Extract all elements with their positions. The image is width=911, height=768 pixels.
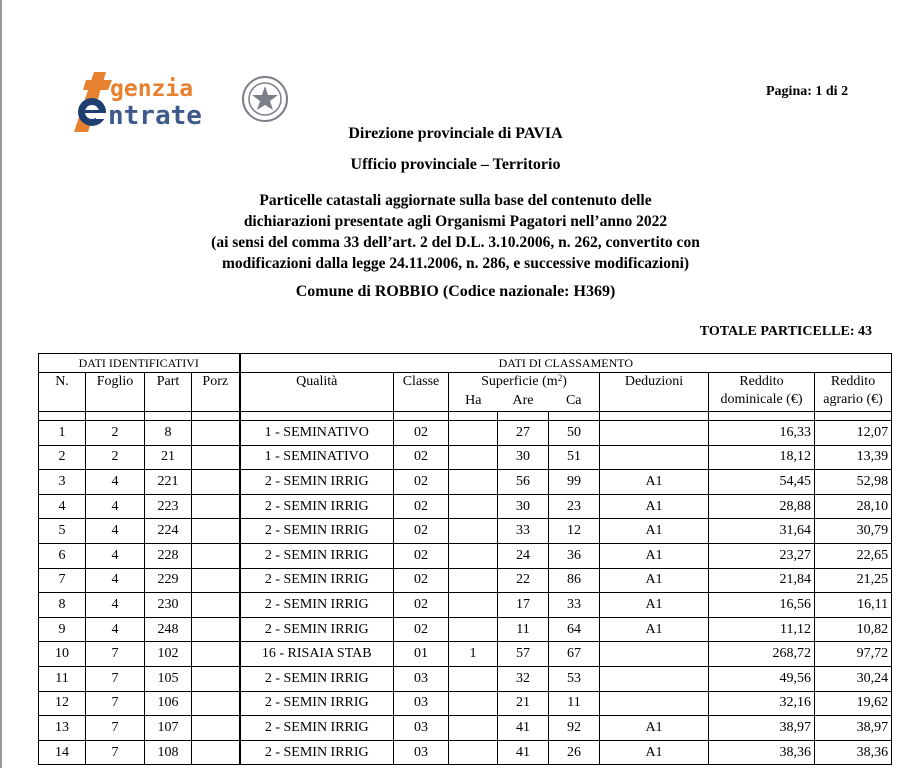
cell-are: 17: [498, 593, 549, 618]
cell-agr: 38,36: [815, 740, 892, 765]
cell-n: 5: [39, 519, 86, 544]
cell-part: 223: [145, 494, 192, 519]
cell-n: 11: [39, 666, 86, 691]
cell-dom: 32,16: [709, 691, 815, 716]
cell-classe: 02: [394, 568, 449, 593]
cell-are: 41: [498, 740, 549, 765]
cell-foglio: 4: [86, 543, 145, 568]
cell-qualita: 1 - SEMINATIVO: [240, 445, 394, 470]
cell-porz: [192, 543, 240, 568]
cell-deduzioni: A1: [600, 593, 709, 618]
cell-agr: 13,39: [815, 445, 892, 470]
cell-dom: 28,88: [709, 494, 815, 519]
cell-foglio: 2: [86, 445, 145, 470]
cell-ca: 23: [549, 494, 600, 519]
col-reddito-agrario: [815, 373, 892, 412]
cell-n: 3: [39, 470, 86, 495]
cell-dom: 21,84: [709, 568, 815, 593]
cell-classe: 03: [394, 740, 449, 765]
table-row: [39, 421, 892, 446]
cell-are: 33: [498, 519, 549, 544]
col-n: N.: [39, 373, 86, 412]
cell-qualita: 2 - SEMIN IRRIG: [240, 716, 394, 741]
cell-agr: 12,07: [815, 421, 892, 446]
col-superficie-exp: 2: [557, 373, 563, 383]
cell-ca: 67: [549, 642, 600, 667]
cell-part: 8: [145, 421, 192, 446]
cell-dom: 18,12: [709, 445, 815, 470]
cell-agr: 30,24: [815, 666, 892, 691]
cell-foglio: 7: [86, 716, 145, 741]
cell-dom: 11,12: [709, 617, 815, 642]
cell-deduzioni: [600, 421, 709, 446]
table-row: [39, 445, 892, 470]
col-ca: Ca: [549, 393, 600, 412]
cell-dom: 49,56: [709, 666, 815, 691]
cell-porz: [192, 740, 240, 765]
table-row: [39, 740, 892, 765]
cell-deduzioni: A1: [600, 470, 709, 495]
cell-qualita: 2 - SEMIN IRRIG: [240, 494, 394, 519]
cell-part: 228: [145, 543, 192, 568]
cell-classe: 03: [394, 666, 449, 691]
section-identificativi: DATI IDENTIFICATIVI: [39, 354, 240, 373]
italian-republic-emblem-icon: [243, 77, 287, 121]
table-row: [39, 543, 892, 568]
description-line: dichiarazioni presentate agli Organismi Pagatori nell’anno 2022: [243, 213, 668, 230]
table-row: [39, 593, 892, 618]
cell-agr: 38,97: [815, 716, 892, 741]
cell-porz: [192, 666, 240, 691]
cell-qualita: 2 - SEMIN IRRIG: [240, 568, 394, 593]
cell-qualita: 2 - SEMIN IRRIG: [240, 666, 394, 691]
cell-are: 22: [498, 568, 549, 593]
cell-are: 27: [498, 421, 549, 446]
cell-classe: 02: [394, 519, 449, 544]
cell-porz: [192, 421, 240, 446]
cell-dom: 23,27: [709, 543, 815, 568]
cell-classe: 02: [394, 470, 449, 495]
cell-porz: [192, 691, 240, 716]
cell-qualita: 2 - SEMIN IRRIG: [240, 519, 394, 544]
cell-foglio: 4: [86, 470, 145, 495]
cell-foglio: 4: [86, 519, 145, 544]
document-description: [0, 190, 911, 274]
cell-classe: 02: [394, 445, 449, 470]
office-title: Direzione provinciale di PAVIA: [348, 125, 563, 142]
col-reddito-dominicale-line2: dominicale (€): [720, 392, 803, 407]
cell-part: 224: [145, 519, 192, 544]
cell-foglio: 7: [86, 740, 145, 765]
cell-dom: 16,56: [709, 593, 815, 618]
cell-qualita: 16 - RISAIA STAB: [240, 642, 394, 667]
cell-dom: 16,33: [709, 421, 815, 446]
cell-part: 21: [145, 445, 192, 470]
logo-text-line1: genzia: [110, 76, 194, 102]
cell-classe: 03: [394, 716, 449, 741]
cell-ha: [449, 740, 498, 765]
description-line: (ai sensi del comma 33 dell’art. 2 del D.L. 3.10.2006, n. 262, convertito con: [211, 234, 700, 251]
table-row: [39, 568, 892, 593]
table-row: [39, 617, 892, 642]
cell-dom: 31,64: [709, 519, 815, 544]
cell-deduzioni: [600, 642, 709, 667]
cell-classe: 02: [394, 617, 449, 642]
col-porz: Porz: [192, 373, 240, 412]
cell-ha: [449, 568, 498, 593]
cell-are: 56: [498, 470, 549, 495]
table-row: [39, 470, 892, 495]
cell-foglio: 4: [86, 568, 145, 593]
cell-deduzioni: A1: [600, 519, 709, 544]
cell-qualita: 2 - SEMIN IRRIG: [240, 617, 394, 642]
cell-ca: 99: [549, 470, 600, 495]
cell-part: 105: [145, 666, 192, 691]
col-classe: Classe: [394, 373, 449, 412]
cell-ca: 51: [549, 445, 600, 470]
page-number: Pagina: 1 di 2: [766, 84, 849, 99]
cell-are: 32: [498, 666, 549, 691]
cell-classe: 02: [394, 494, 449, 519]
cell-agr: 21,25: [815, 568, 892, 593]
cell-foglio: 7: [86, 642, 145, 667]
cell-agr: 52,98: [815, 470, 892, 495]
cell-ha: [449, 494, 498, 519]
cell-are: 21: [498, 691, 549, 716]
col-superficie: [449, 373, 600, 394]
cell-porz: [192, 470, 240, 495]
totale-particelle: TOTALE PARTICELLE: 43: [699, 324, 872, 339]
col-superficie-close: ): [562, 374, 567, 389]
cell-deduzioni: A1: [600, 543, 709, 568]
unit-title: Ufficio provinciale – Territorio: [350, 156, 561, 173]
cell-ha: [449, 593, 498, 618]
cell-porz: [192, 568, 240, 593]
col-reddito-agrario-line1: Reddito: [830, 374, 876, 389]
cell-foglio: 4: [86, 617, 145, 642]
cell-n: 12: [39, 691, 86, 716]
cell-deduzioni: A1: [600, 740, 709, 765]
cell-ca: 36: [549, 543, 600, 568]
cell-are: 30: [498, 494, 549, 519]
cell-n: 6: [39, 543, 86, 568]
cell-deduzioni: [600, 445, 709, 470]
col-part: Part: [145, 373, 192, 412]
cell-deduzioni: A1: [600, 494, 709, 519]
cell-ha: [449, 470, 498, 495]
cell-qualita: 2 - SEMIN IRRIG: [240, 593, 394, 618]
cell-foglio: 7: [86, 666, 145, 691]
cell-deduzioni: A1: [600, 617, 709, 642]
cell-qualita: 2 - SEMIN IRRIG: [240, 470, 394, 495]
cell-ha: [449, 617, 498, 642]
col-reddito-agrario-line2: agrario (€): [823, 392, 883, 407]
cell-foglio: 2: [86, 421, 145, 446]
cell-part: 230: [145, 593, 192, 618]
parcels-table-body: [39, 421, 892, 765]
cell-porz: [192, 642, 240, 667]
cell-n: 7: [39, 568, 86, 593]
cell-deduzioni: [600, 691, 709, 716]
table-row: [39, 519, 892, 544]
cell-foglio: 4: [86, 593, 145, 618]
cell-agr: 22,65: [815, 543, 892, 568]
cell-n: 14: [39, 740, 86, 765]
cell-n: 9: [39, 617, 86, 642]
col-foglio: Foglio: [86, 373, 145, 412]
cell-ca: 53: [549, 666, 600, 691]
col-reddito-dominicale: [709, 373, 815, 412]
cell-classe: 02: [394, 421, 449, 446]
page-edge: [0, 0, 2, 768]
cell-porz: [192, 617, 240, 642]
col-reddito-dominicale-line1: Reddito: [739, 374, 784, 389]
cell-classe: 02: [394, 593, 449, 618]
cell-qualita: 2 - SEMIN IRRIG: [240, 691, 394, 716]
cell-part: 108: [145, 740, 192, 765]
cell-are: 30: [498, 445, 549, 470]
cell-qualita: 2 - SEMIN IRRIG: [240, 740, 394, 765]
cell-foglio: 4: [86, 494, 145, 519]
col-superficie-label: Superficie (m: [481, 374, 558, 389]
cell-ha: 1: [449, 642, 498, 667]
table-row: [39, 666, 892, 691]
col-deduzioni: Deduzioni: [600, 373, 709, 412]
table-row: [39, 691, 892, 716]
description-line: Particelle catastali aggiornate sulla base del contenuto delle: [259, 192, 652, 209]
cell-are: 24: [498, 543, 549, 568]
col-are: Are: [498, 393, 549, 412]
cell-qualita: 2 - SEMIN IRRIG: [240, 543, 394, 568]
cell-n: 2: [39, 445, 86, 470]
description-line: modificazioni dalla legge 24.11.2006, n. 286, e successive modificazioni): [221, 255, 690, 272]
cell-ha: [449, 445, 498, 470]
cell-qualita: 1 - SEMINATIVO: [240, 421, 394, 446]
cell-ha: [449, 691, 498, 716]
cell-ha: [449, 666, 498, 691]
comune-title: Comune di ROBBIO (Codice nazionale: H369): [295, 283, 616, 300]
col-qualita: Qualità: [240, 373, 394, 412]
cell-porz: [192, 494, 240, 519]
cell-part: 102: [145, 642, 192, 667]
table-row: [39, 642, 892, 667]
cell-agr: 28,10: [815, 494, 892, 519]
cell-n: 1: [39, 421, 86, 446]
cell-ca: 50: [549, 421, 600, 446]
table-row: [39, 494, 892, 519]
cell-part: 107: [145, 716, 192, 741]
cell-n: 13: [39, 716, 86, 741]
cell-are: 11: [498, 617, 549, 642]
cell-ha: [449, 716, 498, 741]
cell-ca: 11: [549, 691, 600, 716]
cell-part: 229: [145, 568, 192, 593]
cell-ca: 92: [549, 716, 600, 741]
cell-ha: [449, 421, 498, 446]
cell-porz: [192, 445, 240, 470]
cell-part: 248: [145, 617, 192, 642]
cell-part: 106: [145, 691, 192, 716]
cell-ha: [449, 543, 498, 568]
cell-ha: [449, 519, 498, 544]
cell-classe: 01: [394, 642, 449, 667]
cell-porz: [192, 716, 240, 741]
cell-ca: 12: [549, 519, 600, 544]
logo-text-line2: ntrate: [108, 101, 202, 131]
cell-agr: 97,72: [815, 642, 892, 667]
cell-porz: [192, 519, 240, 544]
cell-n: 4: [39, 494, 86, 519]
cell-deduzioni: [600, 666, 709, 691]
section-classamento: DATI DI CLASSAMENTO: [240, 354, 892, 373]
cell-dom: 54,45: [709, 470, 815, 495]
cell-part: 221: [145, 470, 192, 495]
cell-agr: 30,79: [815, 519, 892, 544]
cell-ca: 64: [549, 617, 600, 642]
cell-n: 8: [39, 593, 86, 618]
cell-agr: 10,82: [815, 617, 892, 642]
cell-ca: 33: [549, 593, 600, 618]
col-ha: Ha: [449, 393, 498, 412]
cell-agr: 19,62: [815, 691, 892, 716]
cell-foglio: 7: [86, 691, 145, 716]
cell-are: 41: [498, 716, 549, 741]
cell-ca: 26: [549, 740, 600, 765]
cell-dom: 268,72: [709, 642, 815, 667]
cell-deduzioni: A1: [600, 568, 709, 593]
cell-classe: 03: [394, 691, 449, 716]
parcels-table: [38, 353, 892, 765]
table-row: [39, 716, 892, 741]
cell-porz: [192, 593, 240, 618]
cell-n: 10: [39, 642, 86, 667]
cell-dom: 38,36: [709, 740, 815, 765]
cell-are: 57: [498, 642, 549, 667]
cell-ca: 86: [549, 568, 600, 593]
cell-dom: 38,97: [709, 716, 815, 741]
cell-deduzioni: A1: [600, 716, 709, 741]
cell-classe: 02: [394, 543, 449, 568]
cell-agr: 16,11: [815, 593, 892, 618]
